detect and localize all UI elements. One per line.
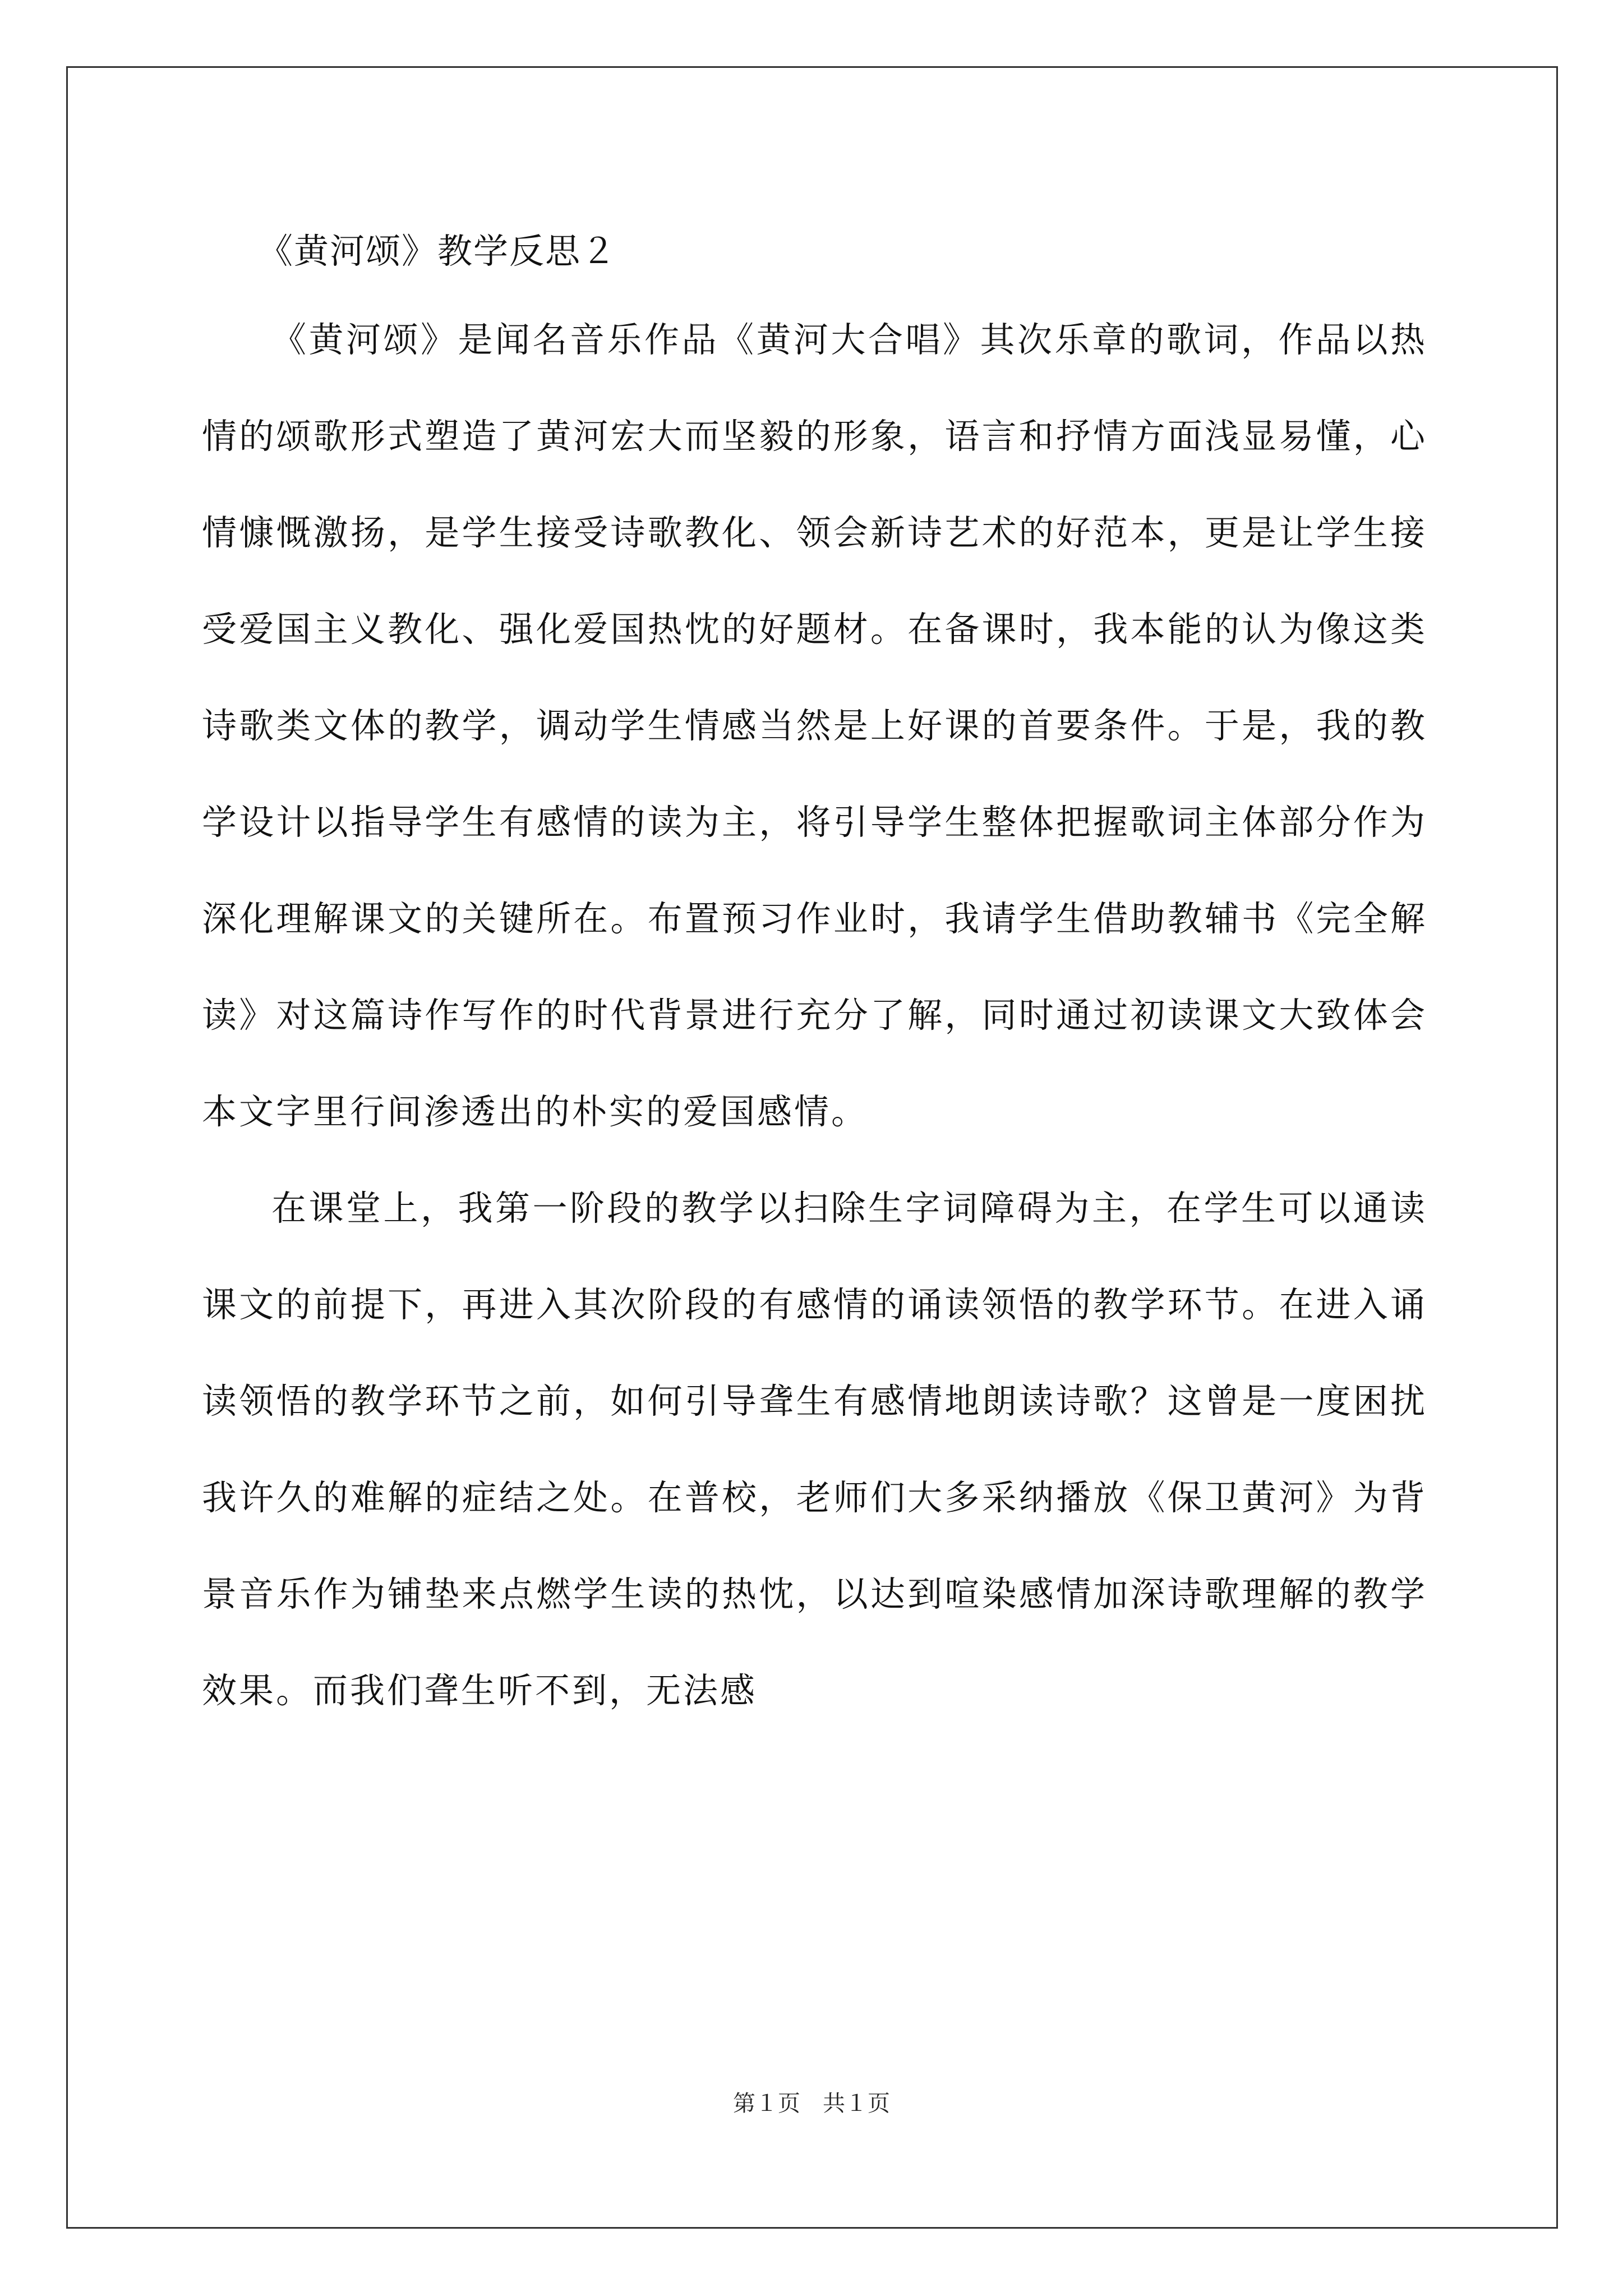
document-body: [202, 210, 1427, 1739]
page-footer: 第１页 共１页: [733, 2091, 890, 2116]
paragraph-2: 在课堂上，我第一阶段的教学以扫除生字词障碍为主，在学生可以通读课文的前提下，再进入其次阶段的有感情的诵读领悟的教学环节。在进入诵读领悟的教学环节之前，如何引导聋生有感情地朗读诗歌？这曾是一度困扰我许久的难解的症结之处。在普校，老师们大多采纳播放《保卫黄河》为背景音乐作为铺垫来点燃学生读的热忱，以达到喧染感情加深诗歌理解的教学效果。而我们聋生听不到，无法感: [202, 1188, 1427, 1711]
document-title: 《黄河颂》教学反思２: [258, 231, 617, 272]
paragraph-1: 《黄河颂》是闻名音乐作品《黄河大合唱》其次乐章的歌词，作品以热情的颂歌形式塑造了黄河宏大而坚毅的形象，语言和抒情方面浅显易懂，心情慷慨激扬，是学生接受诗歌教化、领会新诗艺术的好范本，更是让学生接受爱国主义教化、强化爱国热忱的好题材。在备课时，我本能的认为像这类诗歌类文体的教学，调动学生情感当然是上好课的首要条件。于是，我的教学设计以指导学生有感情的读为主，将引导学生整体把握歌词主体部分作为深化理解课文的关键所在。布置预习作业时，我请学生借助教辅书《完全解读》对这篇诗作写作的时代背景进行充分了解，同时通过初读课文大致体会本文字里行间渗透出的朴实的爱国感情。: [202, 319, 1427, 1132]
